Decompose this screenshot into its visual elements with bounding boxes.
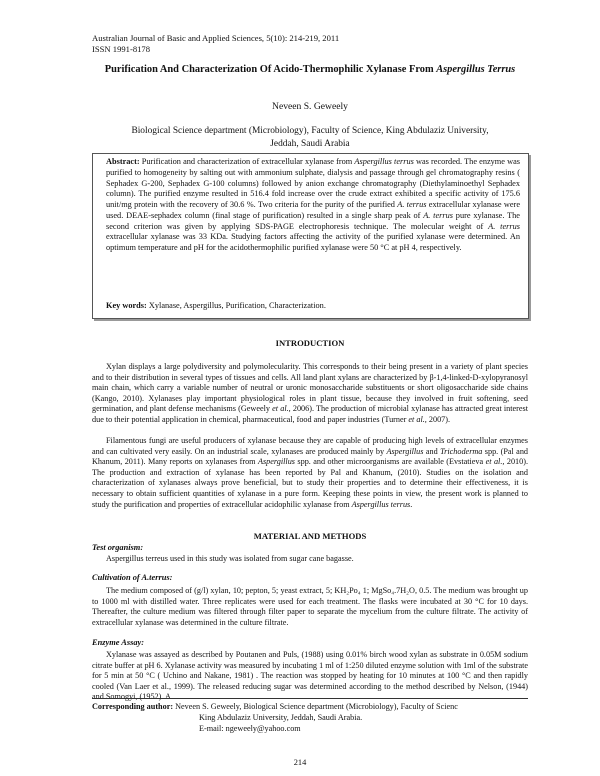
corr-text: Neveen S. Geweely, Biological Science department (Microbiology), Faculty of Scienc — [173, 702, 458, 711]
keywords-text: Xylanase, Aspergillus, Purification, Characterization. — [146, 301, 326, 310]
intro-italic: Aspergillus — [386, 446, 424, 456]
corr-line1 — [92, 702, 532, 713]
intro-italic: Trichoderma — [440, 446, 483, 456]
intro-italic: Aspergillus terrus — [351, 499, 411, 509]
intro-italic: Aspergillus — [257, 457, 295, 467]
intro-italic: et al., — [485, 457, 505, 467]
abstract-italic: A. terrus — [488, 221, 521, 231]
intro-italic: et al., — [408, 414, 427, 424]
section-heading-methods: MATERIAL AND METHODS — [253, 531, 367, 541]
cultivation-paragraph: The medium composed of (g/l) xylan, 10; pepton, 5; yeast extract, 5; KH₂Po₄ 1; MgSo₄.7H₂O, 0.5. The medium was brought up to 1000 ml with distilled water. Three replicates were used for each treatment. The flasks were incubated at 30 °C for 10 days. Thereafter, the culture medium was filtered through filter paper to separate the mycelium from the culture filtrate. The activity of extracellular xylanase was determined in the culture filtrate. — [92, 586, 528, 627]
corresponding-author — [92, 702, 532, 734]
abstract-text: pure xylanase. The second criterion was given by applying SDS-PAGE electrophoresis technique. The molecular weight of — [106, 210, 520, 231]
intro-text: spp. (Pal and Khanum, 2011). Many reports on xylanases from — [92, 446, 529, 467]
abstract-label: Abstract: — [106, 157, 140, 166]
abstract — [106, 157, 520, 254]
enzyme-assay-paragraph: Xylanase was assayed as described by Poutanen and Puls, (1988) using 0.01% birch wood xylan as substrate in 0.05M sodium citrate buffer at pH 6. Xylanase activity was measured by incubating 1 ml of 1:250 diluted enzyme solution with 1ml of the substrate for 5 min at 50 °C ( Uchino and Nakane, 1981) . The reaction was stopped by heating for 10 minutes at 100 °C and then rapidly cooled (Van Laer et al., 1999). The released reducing sugar was determined according to the method described by Nelson, (1944) and Somogyi, (1952). A — [92, 650, 528, 702]
paper-title — [80, 63, 540, 76]
journal-citation: Australian Journal of Basic and Applied Sciences, 5(10): 214-219, 2011 — [92, 33, 340, 43]
intro-text: spp. and other microorganisms are available (Evstatieva — [294, 457, 486, 467]
abstract-italic: Aspergillus terrus — [354, 157, 414, 166]
affiliation-line2: Jeddah, Saudi Arabia — [270, 138, 350, 149]
abstract-text: was recorded. The enzyme was purified to homogeneity by salting out with ammonium sulphate, dialysis and passage through gel chromatography resins ( Sephadex G-200, Sephadex G-100 columns) followed by anion exchange chromatography (Diethylaminoethyl Sephadex column). The purified enzyme resulted in 516.4 fold increase over the crude extract exhibited a specific activity of 175.6 unit/mg protein with the recovery of 30.6 %. Two criteria for the purity of the purified — [106, 157, 520, 209]
keywords — [106, 301, 526, 310]
intro-text: and — [423, 446, 441, 456]
subheading-enzyme-assay: Enzyme Assay: — [92, 638, 145, 647]
intro-paragraph-1 — [92, 362, 528, 426]
subheading-cultivation: Cultivation of A.terrus: — [92, 573, 173, 582]
author-name: Neveen S. Geweely — [272, 101, 348, 112]
intro-paragraph-2 — [92, 436, 528, 510]
intro-text: 2010). The production and extraction of xylanase has been reported by Pal and Khanum, (2010). Studies on the isolation and characterization of xylanases always prove beneficial, but to study their properties and to determine their effectiveness, it is necessary to obtain sufficient quantities of xylanase in a pure form. Keeping these points in view, the present work is planned to study the purification and properties of extracellular acidophilic xylanase from — [92, 457, 529, 509]
intro-text: . — [410, 499, 413, 509]
page-number: 214 — [293, 758, 307, 767]
subheading-test-organism: Test organism: — [92, 543, 144, 552]
section-heading-introduction: INTRODUCTION — [275, 338, 345, 348]
affiliation — [80, 125, 540, 150]
abstract-text: extracellular xylanase was 33 KDa. Studying factors affecting the activity of the purified xylanase were determined. An optimum temperature and pH for the acidothermophilic purified xylanase were 50 °C at pH 4, respectively. — [106, 232, 520, 252]
abstract-text: extracellular xylanase were used. DEAE-sephadex column (final stage of purification) resulted in a single sharp peak of — [106, 200, 520, 220]
keywords-label: Key words: — [106, 301, 147, 310]
journal-issn: ISSN 1991-8178 — [92, 44, 151, 54]
corr-line2: King Abdulaziz University, Jeddah, Saudi Arabia. — [199, 712, 363, 722]
corr-email: E-mail: ngeweely@yahoo.com — [199, 723, 301, 733]
abstract-italic: A. terrus — [423, 210, 453, 220]
test-organism-paragraph: Aspergillus terreus used in this study was isolated from sugar cane bagasse. — [106, 554, 354, 563]
title-italic: Aspergillus Terrus — [436, 64, 516, 75]
affiliation-line1: Biological Science department (Microbiology), Faculty of Science, King Abdulaziz University, — [131, 126, 489, 136]
intro-text: Xylan displays a large polydiversity and polymolecularity. This corresponds to their being present in a variety of plant species and to their distribution in several types of tissues and cells. All land plant xylans are characterized by β-1,4-linked-D-xylopyranosyl main chain, which carry a variable number of neutral or uronic monosaccharide substituents or short oligosaccharide side chains (Kango, 2010). Xylanases play important physiological roles in plant tissue, because they involved in fruit softening, seed germination, and plant defense mechanisms (Geweely — [92, 362, 528, 414]
intro-text: 2006). The production of microbial xylanase has attracted great interest due to their potential application in chemical, pharmaceutical, food and paper industries (Turner — [92, 404, 528, 424]
intro-text: 2007). — [426, 414, 451, 424]
corr-label: Corresponding author: — [92, 702, 174, 711]
intro-text: Filamentous fungi are useful producers of xylanase because they are capable of producing high levels of extracellular enzymes and can cultivated very easily. On an industrial scale, xylanases are produced mainly by — [92, 436, 528, 456]
footer-divider — [92, 698, 528, 699]
abstract-text: Purification and characterization of extracellular xylanase from — [139, 157, 355, 166]
abstract-italic: A. terrus — [397, 200, 427, 209]
intro-italic: et al., — [272, 404, 291, 414]
title-main: Purification And Characterization Of Acido-Thermophilic Xylanase From — [104, 64, 437, 75]
